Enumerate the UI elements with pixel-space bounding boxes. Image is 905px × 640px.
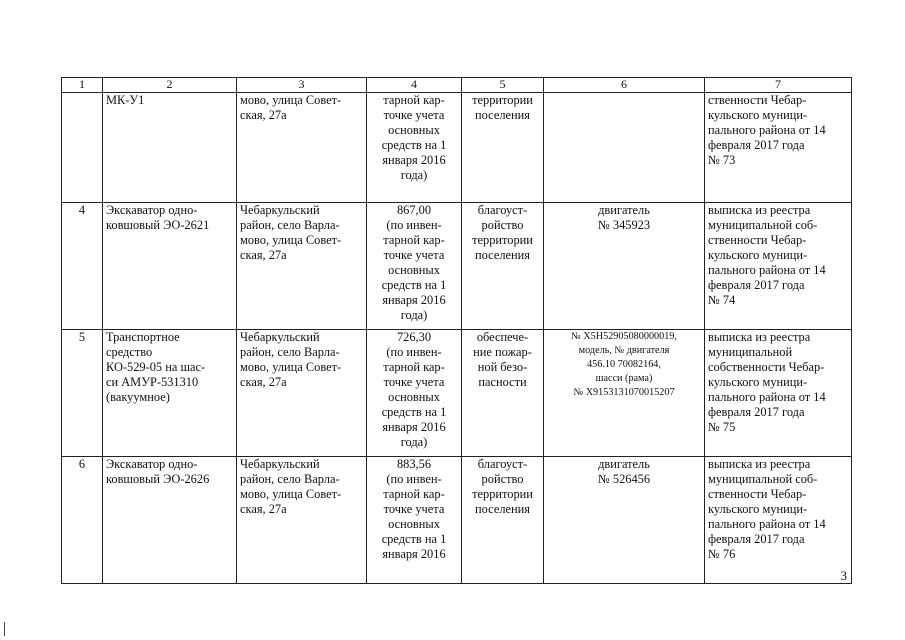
cell-text-line: муниципальной: [708, 345, 793, 359]
cell-text-line: ственности Чебар-: [708, 93, 807, 107]
cell-text-line: поселения: [475, 108, 530, 122]
column-number: 2: [103, 78, 237, 93]
cell-text-line: № X9153131070015207: [573, 387, 675, 398]
table-row: [62, 203, 852, 330]
cell-address: [237, 93, 367, 203]
cell-text-line: ройство: [481, 218, 524, 232]
cell-text-line: муниципальной соб-: [708, 472, 818, 486]
cell-cost: [367, 203, 462, 330]
cell-text-line: № 73: [708, 153, 736, 167]
cell-text-line: Чебаркульский: [240, 330, 320, 344]
cell-technical-data: [544, 457, 705, 584]
cell-text-line: № 526456: [597, 472, 651, 486]
cell-text-line: января 2016: [382, 293, 446, 307]
cell-text-line: основных: [388, 123, 440, 137]
cell-object-name: [103, 93, 237, 203]
cell-text-line: основных: [388, 263, 440, 277]
cell-text-line: двигатель: [598, 457, 650, 471]
cell-purpose: [462, 330, 544, 457]
cell-text-line: тарной кар-: [383, 233, 445, 247]
table-row: [62, 457, 852, 584]
column-number-row: [62, 78, 852, 93]
cell-text-line: кульского муници-: [708, 502, 808, 516]
cell-text-line: поселения: [475, 248, 530, 262]
cell-text-line: тарной кар-: [383, 360, 445, 374]
cell-registration-basis: [705, 93, 852, 203]
column-number: 6: [544, 78, 705, 93]
cell-address: [237, 203, 367, 330]
cell-text-line: точке учета: [383, 108, 445, 122]
cell-text-line: благоуст-: [477, 457, 528, 471]
column-number: 4: [367, 78, 462, 93]
cell-purpose: [462, 93, 544, 203]
cell-text-line: мово, улица Совет-: [240, 360, 342, 374]
cell-text-line: шасси (рама): [595, 373, 653, 384]
cell-text-line: точке учета: [383, 502, 445, 516]
cell-technical-data: [544, 203, 705, 330]
scan-edge-mark: [4, 622, 5, 636]
cell-technical-data: [544, 330, 705, 457]
cell-text-line: выписка из реестра: [708, 203, 811, 217]
cell-text-line: ственности Чебар-: [708, 233, 807, 247]
cell-text-line: точке учета: [383, 248, 445, 262]
cell-address: [237, 457, 367, 584]
column-number: 3: [237, 78, 367, 93]
cell-text-line: пасности: [478, 375, 527, 389]
cell-text-line: 456.10 70082164,: [587, 359, 661, 370]
cell-text-line: средств на 1: [381, 278, 447, 292]
cell-text-line: точке учета: [383, 375, 445, 389]
cell-text-line: ковшовый ЭО-2626: [106, 472, 210, 486]
cell-text-line: № 76: [708, 547, 736, 561]
table-body: [62, 78, 852, 584]
cell-text-line: (по инвен-: [386, 345, 442, 359]
cell-text-line: Экскаватор одно-: [106, 203, 198, 217]
cell-cost: [367, 457, 462, 584]
cell-text-line: средств на 1: [381, 138, 447, 152]
cell-text-line: Чебаркульский: [240, 203, 320, 217]
cell-text-line: ственности Чебар-: [708, 487, 807, 501]
cell-object-name: [103, 203, 237, 330]
cell-object-name: [103, 457, 237, 584]
cell-text-line: модель, № двигателя: [578, 345, 670, 356]
cell-technical-data: [544, 93, 705, 203]
cell-text-line: ковшовый ЭО-2621: [106, 218, 210, 232]
cell-text-line: № 345923: [597, 218, 651, 232]
cell-text-line: (по инвен-: [386, 218, 442, 232]
cell-text-line: (по инвен-: [386, 472, 442, 486]
cell-text-line: № 74: [708, 293, 736, 307]
cell-text-line: № 75: [708, 420, 736, 434]
cell-text-line: года): [400, 435, 428, 449]
cell-registration-basis: [705, 203, 852, 330]
cell-text-line: № X5H52905080000019,: [571, 331, 677, 342]
cell-text-line: января 2016: [382, 153, 446, 167]
cell-text-line: 867,00: [396, 203, 432, 217]
cell-text-line: января 2016: [382, 547, 446, 561]
cell-text-line: основных: [388, 390, 440, 404]
cell-text-line: пального района от 14: [708, 263, 826, 277]
cell-text-line: февраля 2017 года: [708, 278, 805, 292]
cell-text-line: пального района от 14: [708, 390, 826, 404]
cell-text-line: ская, 27а: [240, 502, 287, 516]
cell-text-line: МК-У1: [106, 93, 145, 107]
cell-text-line: тарной кар-: [383, 487, 445, 501]
cell-text-line: средство: [106, 345, 153, 359]
cell-text-line: территории: [472, 487, 533, 501]
cell-text-line: Транспортное: [106, 330, 180, 344]
cell-text-line: муниципальной соб-: [708, 218, 818, 232]
cell-text-line: кульского муници-: [708, 108, 808, 122]
cell-number: 5: [62, 330, 103, 457]
cell-text-line: Чебаркульский: [240, 457, 320, 471]
cell-text-line: пального района от 14: [708, 123, 826, 137]
cell-text-line: ние пожар-: [473, 345, 532, 359]
cell-text-line: тарной кар-: [383, 93, 445, 107]
table-row: [62, 93, 852, 203]
cell-text-line: основных: [388, 517, 440, 531]
cell-text-line: мово, улица Совет-: [240, 93, 342, 107]
cell-text-line: двигатель: [598, 203, 650, 217]
cell-text-line: КО-529-05 на шас-: [106, 360, 206, 374]
cell-text-line: Экскаватор одно-: [106, 457, 198, 471]
cell-registration-basis: [705, 330, 852, 457]
cell-cost: [367, 93, 462, 203]
cell-text-line: средств на 1: [381, 532, 447, 546]
property-register-table: [61, 77, 852, 584]
cell-text-line: собственности Чебар-: [708, 360, 825, 374]
cell-text-line: мово, улица Совет-: [240, 487, 342, 501]
cell-text-line: февраля 2017 года: [708, 138, 805, 152]
cell-text-line: 726,30: [396, 330, 432, 344]
cell-text-line: ной безо-: [477, 360, 528, 374]
cell-number: 4: [62, 203, 103, 330]
cell-text-line: кульского муници-: [708, 248, 808, 262]
cell-text-line: район, село Варла-: [240, 472, 340, 486]
cell-number: [62, 93, 103, 203]
cell-text-line: 883,56: [396, 457, 432, 471]
table-row: [62, 330, 852, 457]
cell-text-line: января 2016: [382, 420, 446, 434]
cell-text-line: пального района от 14: [708, 517, 826, 531]
cell-text-line: средств на 1: [381, 405, 447, 419]
cell-address: [237, 330, 367, 457]
cell-text-line: кульского муници-: [708, 375, 808, 389]
cell-text-line: года): [400, 168, 428, 182]
cell-text-line: ская, 27а: [240, 248, 287, 262]
cell-object-name: [103, 330, 237, 457]
cell-text-line: выписка из реестра: [708, 330, 811, 344]
cell-text-line: февраля 2017 года: [708, 532, 805, 546]
cell-cost: [367, 330, 462, 457]
cell-text-line: (вакуумное): [106, 390, 170, 404]
cell-text-line: ройство: [481, 472, 524, 486]
cell-text-line: территории: [472, 93, 533, 107]
column-number: 7: [705, 78, 852, 93]
cell-text-line: район, село Варла-: [240, 218, 340, 232]
cell-text-line: поселения: [475, 502, 530, 516]
cell-text-line: район, село Варла-: [240, 345, 340, 359]
page-number: 3: [840, 568, 847, 583]
cell-text-line: выписка из реестра: [708, 457, 811, 471]
cell-number: 6: [62, 457, 103, 584]
cell-text-line: года): [400, 308, 428, 322]
cell-text-line: ская, 27а: [240, 108, 287, 122]
column-number: 1: [62, 78, 103, 93]
column-number: 5: [462, 78, 544, 93]
cell-text-line: февраля 2017 года: [708, 405, 805, 419]
cell-text-line: обеспече-: [476, 330, 529, 344]
cell-text-line: мово, улица Совет-: [240, 233, 342, 247]
cell-purpose: [462, 203, 544, 330]
cell-registration-basis: [705, 457, 852, 584]
cell-text-line: благоуст-: [477, 203, 528, 217]
cell-text-line: территории: [472, 233, 533, 247]
cell-text-line: си АМУР-531310: [106, 375, 199, 389]
cell-purpose: [462, 457, 544, 584]
cell-text-line: ская, 27а: [240, 375, 287, 389]
